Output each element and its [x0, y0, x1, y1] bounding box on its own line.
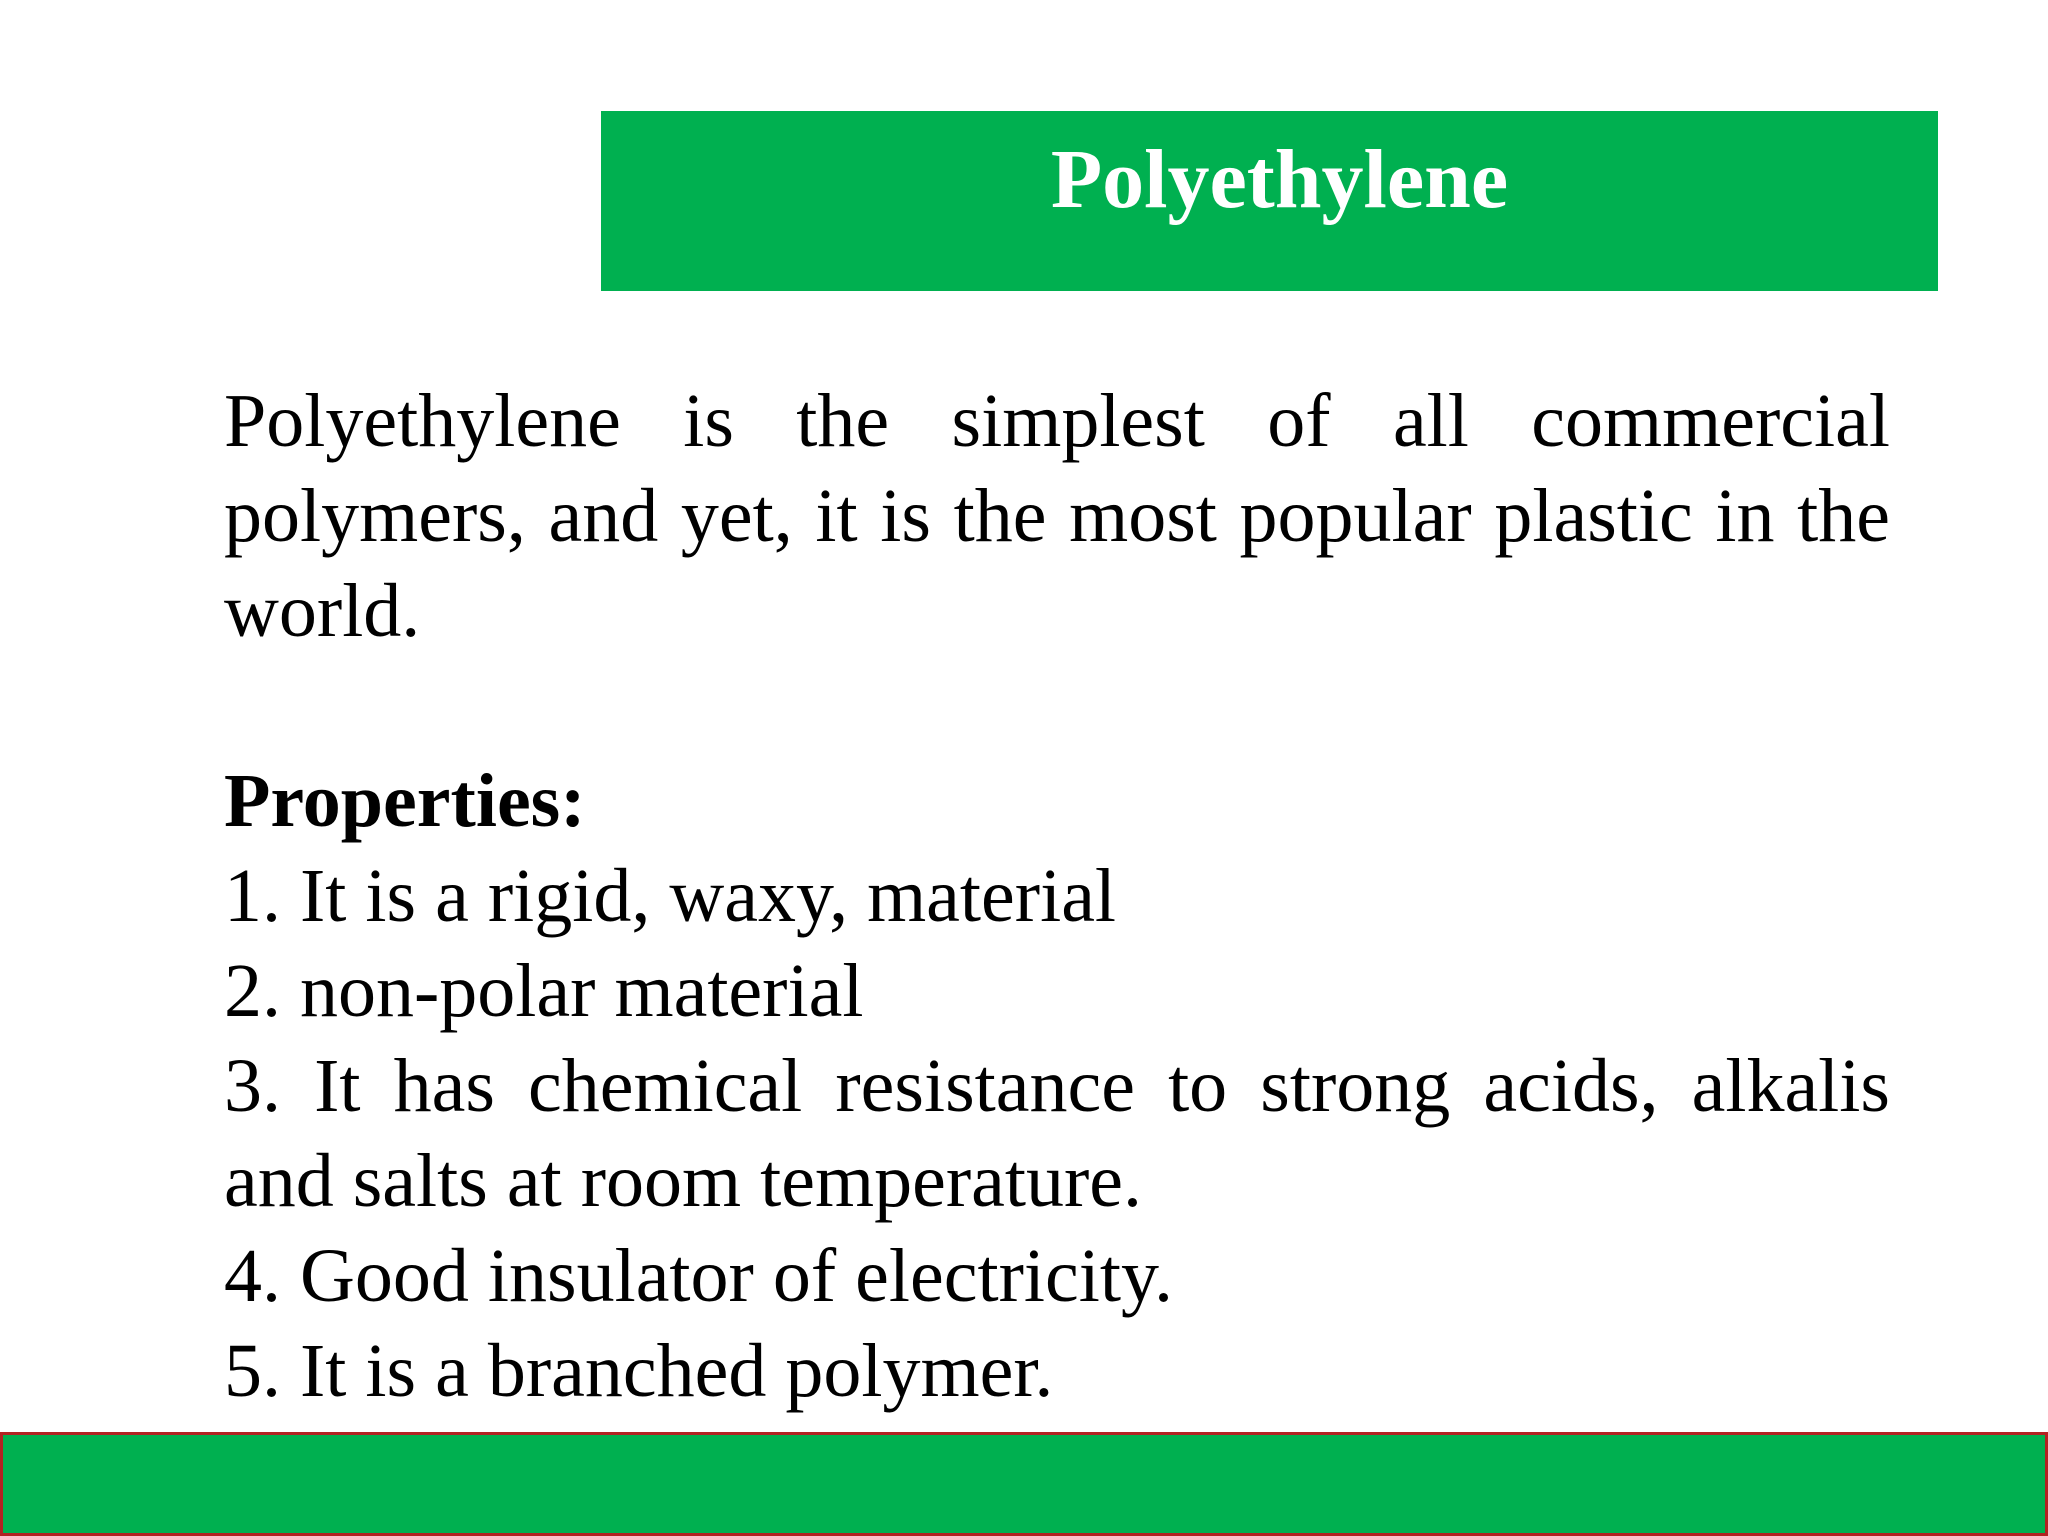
property-item: 2. non-polar material [224, 949, 864, 1033]
slide-title: Polyethylene [1050, 133, 1509, 226]
properties-list [224, 849, 1890, 1419]
property-item: 3. It has chemical resistance to strong acids, alkalis and salts at room temperature. [224, 1044, 1890, 1223]
property-item: 5. It is a branched polymer. [224, 1329, 1054, 1413]
property-item: 1. It is a rigid, waxy, material [224, 854, 1117, 938]
title-banner [601, 111, 1938, 291]
properties-heading: Properties: [224, 759, 586, 843]
intro-paragraph: Polyethylene is the simplest of all commercial polymers, and yet, it is the most popular plastic in the world. [224, 379, 1890, 653]
paragraph-spacer [224, 659, 1890, 754]
footer-bar [0, 1432, 2048, 1536]
slide-body [224, 374, 1890, 1419]
property-item: 4. Good insulator of electricity. [224, 1234, 1174, 1318]
